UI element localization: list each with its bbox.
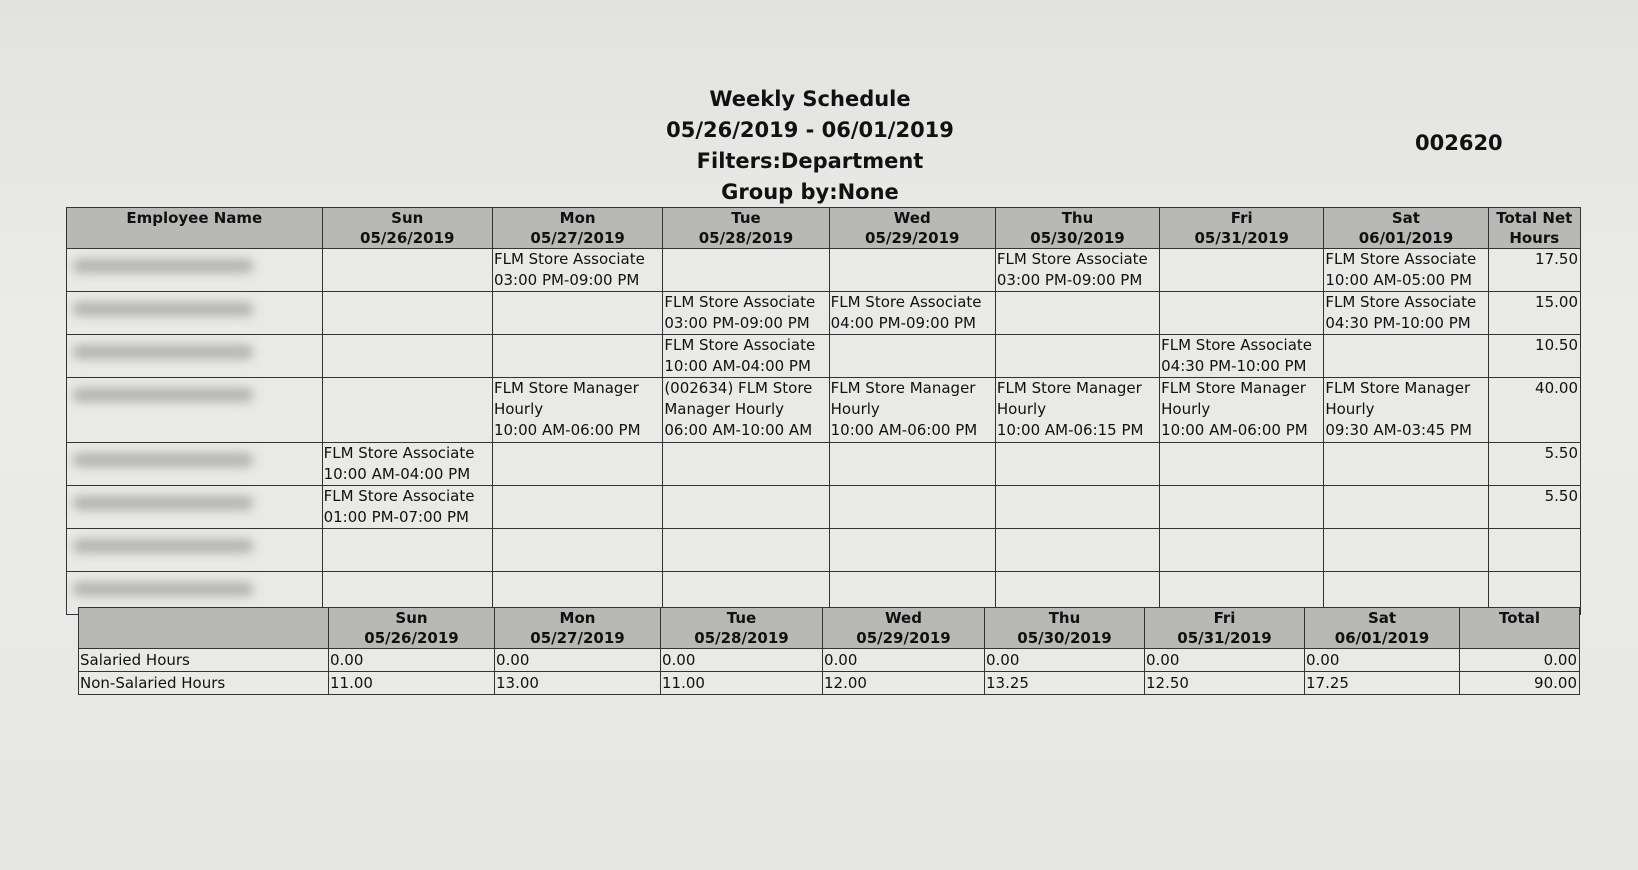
shift-cell — [1324, 292, 1488, 335]
shift-cell — [492, 335, 662, 378]
shift-cell — [663, 486, 829, 529]
summary-total-cell: 0.00 — [1460, 649, 1580, 672]
shift-cell — [995, 486, 1159, 529]
shift-cell — [1324, 335, 1488, 378]
total-hours-cell — [1488, 335, 1580, 378]
shift-cell — [663, 378, 829, 443]
redacted-name — [73, 582, 253, 596]
shift-cell — [492, 249, 662, 292]
total-hours-cell — [1488, 378, 1580, 443]
shift-cell — [322, 378, 492, 443]
schedule-column-header — [1160, 208, 1324, 249]
shift-cell — [492, 529, 662, 572]
shift-cell — [829, 249, 995, 292]
group-by-label: Group by:None — [721, 180, 899, 204]
column-day: Employee Name — [126, 209, 263, 227]
summary-value-cell: 17.25 — [1305, 672, 1460, 695]
shift-cell — [1324, 486, 1488, 529]
report-header — [0, 84, 1620, 208]
filters-label: Filters:Department — [696, 149, 924, 173]
summary-value-cell: 0.00 — [823, 649, 985, 672]
shift-line: 04:30 PM-10:00 PM — [1325, 314, 1471, 332]
shift-cell — [1160, 443, 1324, 486]
shift-cell — [322, 443, 492, 486]
column-day: Sun — [391, 209, 424, 227]
schedule-column-header — [1324, 208, 1488, 249]
employee-name-cell — [67, 443, 323, 486]
shift-cell — [1160, 378, 1324, 443]
shift-line: 03:00 PM-09:00 PM — [493, 271, 640, 289]
employee-name-cell — [67, 335, 323, 378]
column-day: Mon — [559, 209, 596, 227]
schedule-table — [66, 207, 1581, 615]
shift-cell — [829, 486, 995, 529]
shift-cell — [1160, 249, 1324, 292]
shift-line: 10:00 AM-04:00 PM — [323, 465, 471, 483]
summary-value-cell: 0.00 — [1305, 649, 1460, 672]
shift-cell — [1324, 249, 1488, 292]
shift-cell — [1324, 529, 1488, 572]
summary-value-cell: 0.00 — [1145, 649, 1305, 672]
shift-cell — [492, 486, 662, 529]
shift-cell — [1160, 529, 1324, 572]
table-row — [67, 486, 1581, 529]
shift-line: 10:00 AM-06:00 PM — [1161, 421, 1308, 439]
document-number: 002620 — [1415, 131, 1503, 155]
shift-cell — [829, 443, 995, 486]
shift-cell — [1160, 292, 1324, 335]
shift-line: Hourly — [1161, 400, 1211, 418]
employee-name-cell — [67, 378, 323, 443]
column-date: 05/30/2019 — [1030, 229, 1125, 247]
shift-cell — [995, 335, 1159, 378]
shift-cell — [322, 292, 492, 335]
summary-row — [79, 649, 1580, 672]
summary-column-header — [661, 608, 823, 649]
column-date: 05/31/2019 — [1177, 629, 1272, 647]
table-row — [67, 378, 1581, 443]
shift-line: Manager Hourly — [664, 400, 785, 418]
redacted-name — [73, 345, 253, 359]
column-date: Hours — [1509, 229, 1560, 247]
shift-cell — [322, 486, 492, 529]
total-hours: 5.50 — [1544, 487, 1578, 505]
total-hours-cell — [1488, 292, 1580, 335]
total-hours: 40.00 — [1535, 379, 1578, 397]
column-date: 06/01/2019 — [1358, 229, 1454, 247]
shift-line: 10:00 AM-04:00 PM — [664, 357, 811, 375]
shift-line: 03:00 PM-09:00 PM — [996, 271, 1143, 289]
summary-table — [78, 607, 1580, 695]
summary-column-header — [329, 608, 495, 649]
shift-cell — [995, 443, 1159, 486]
column-day: Fri — [1213, 609, 1236, 627]
total-hours: 10.50 — [1535, 336, 1578, 354]
column-date: 05/29/2019 — [856, 629, 951, 647]
column-day: Total Net — [1496, 209, 1573, 227]
column-day: Sat — [1367, 609, 1397, 627]
schedule-column-header — [663, 208, 829, 249]
redacted-name — [73, 453, 253, 467]
shift-cell — [1324, 378, 1488, 443]
schedule-column-header — [67, 208, 323, 249]
shift-line: 01:00 PM-07:00 PM — [323, 508, 469, 526]
column-date: 05/27/2019 — [530, 629, 625, 647]
shift-line: FLM Store Manager — [996, 379, 1142, 397]
date-range: 05/26/2019 - 06/01/2019 — [666, 118, 954, 142]
column-date: 05/29/2019 — [865, 229, 960, 247]
table-row — [67, 292, 1581, 335]
shift-line: FLM Store Associate — [996, 250, 1148, 268]
summary-value-cell: 13.25 — [985, 672, 1145, 695]
shift-cell — [995, 292, 1159, 335]
shift-line: FLM Store Manager — [493, 379, 639, 397]
summary-row-label: Salaried Hours — [79, 649, 329, 672]
summary-column-header — [985, 608, 1145, 649]
shift-cell — [663, 292, 829, 335]
total-hours-cell — [1488, 486, 1580, 529]
shift-line: FLM Store Associate — [1325, 293, 1477, 311]
shift-line: FLM Store Associate — [664, 293, 816, 311]
summary-value-cell: 0.00 — [495, 649, 661, 672]
table-row — [67, 529, 1581, 572]
shift-line: 09:30 AM-03:45 PM — [1325, 421, 1472, 439]
shift-line: FLM Store Associate — [323, 444, 475, 462]
total-hours: 5.50 — [1544, 444, 1578, 462]
summary-value-cell: 12.50 — [1145, 672, 1305, 695]
shift-line: FLM Store Manager — [1161, 379, 1306, 397]
report-title: Weekly Schedule — [709, 87, 911, 111]
shift-cell — [663, 249, 829, 292]
column-date: 05/26/2019 — [360, 229, 455, 247]
shift-line: 04:30 PM-10:00 PM — [1161, 357, 1307, 375]
summary-value-cell: 11.00 — [661, 672, 823, 695]
column-date: 06/01/2019 — [1334, 629, 1430, 647]
shift-line: Hourly — [493, 400, 544, 418]
column-date: 05/28/2019 — [694, 629, 789, 647]
redacted-name — [73, 539, 253, 553]
column-date: 05/27/2019 — [530, 229, 625, 247]
summary-column-header — [495, 608, 661, 649]
shift-line: FLM Store Associate — [493, 250, 645, 268]
shift-cell — [995, 249, 1159, 292]
shift-cell — [322, 529, 492, 572]
redacted-name — [73, 496, 253, 510]
schedule-column-header — [322, 208, 492, 249]
shift-cell — [492, 378, 662, 443]
shift-line: Hourly — [1325, 400, 1375, 418]
schedule-column-header — [1488, 208, 1580, 249]
summary-value-cell: 11.00 — [329, 672, 495, 695]
shift-line: (002634) FLM Store — [664, 379, 813, 397]
table-row — [67, 335, 1581, 378]
shift-cell — [829, 378, 995, 443]
shift-cell — [1160, 335, 1324, 378]
total-hours: 15.00 — [1535, 293, 1578, 311]
total-hours: 17.50 — [1535, 250, 1578, 268]
column-date: 05/26/2019 — [364, 629, 459, 647]
column-day: Tue — [726, 609, 757, 627]
total-hours-cell — [1488, 249, 1580, 292]
redacted-name — [73, 302, 253, 316]
shift-line: 10:00 AM-06:00 PM — [493, 421, 641, 439]
column-day: Thu — [1061, 209, 1094, 227]
summary-column-header — [1305, 608, 1460, 649]
column-day: Sun — [395, 609, 428, 627]
redacted-name — [73, 388, 253, 402]
total-hours-cell — [1488, 529, 1580, 572]
summary-column-header — [823, 608, 985, 649]
column-day: Fri — [1230, 209, 1253, 227]
shift-cell — [322, 335, 492, 378]
shift-line: Hourly — [996, 400, 1047, 418]
employee-name-cell — [67, 292, 323, 335]
summary-value-cell: 0.00 — [661, 649, 823, 672]
shift-cell — [663, 443, 829, 486]
column-day: Mon — [559, 609, 596, 627]
shift-cell — [829, 529, 995, 572]
shift-cell — [492, 443, 662, 486]
shift-cell — [829, 292, 995, 335]
column-date: 05/31/2019 — [1194, 229, 1289, 247]
summary-value-cell: 0.00 — [985, 649, 1145, 672]
shift-cell — [663, 529, 829, 572]
shift-line: 03:00 PM-09:00 PM — [664, 314, 810, 332]
schedule-column-header — [829, 208, 995, 249]
summary-column-header — [79, 608, 329, 649]
shift-line: FLM Store Manager — [830, 379, 976, 397]
summary-value-cell: 12.00 — [823, 672, 985, 695]
redacted-name — [73, 259, 253, 273]
column-day: Total — [1499, 609, 1540, 627]
shift-line: FLM Store Associate — [830, 293, 982, 311]
shift-line: 10:00 AM-05:00 PM — [1325, 271, 1472, 289]
shift-line: 06:00 AM-10:00 AM — [664, 421, 813, 439]
shift-cell — [663, 335, 829, 378]
shift-line: FLM Store Associate — [1325, 250, 1477, 268]
summary-column-header — [1460, 608, 1580, 649]
column-date: 05/30/2019 — [1017, 629, 1112, 647]
column-day: Tue — [731, 209, 761, 227]
summary-row-label: Non-Salaried Hours — [79, 672, 329, 695]
column-day: Wed — [885, 609, 922, 627]
summary-row — [79, 672, 1580, 695]
table-row — [67, 249, 1581, 292]
summary-value-cell: 0.00 — [329, 649, 495, 672]
shift-cell — [322, 249, 492, 292]
column-day: Sat — [1391, 209, 1420, 227]
shift-line: 04:00 PM-09:00 PM — [830, 314, 976, 332]
shift-line: FLM Store Manager — [1325, 379, 1471, 397]
employee-name-cell — [67, 529, 323, 572]
summary-total-cell: 90.00 — [1460, 672, 1580, 695]
column-day: Wed — [893, 209, 931, 227]
shift-cell — [1160, 486, 1324, 529]
shift-line: Hourly — [830, 400, 880, 418]
shift-line: FLM Store Associate — [1161, 336, 1313, 354]
schedule-column-header — [492, 208, 662, 249]
employee-name-cell — [67, 249, 323, 292]
schedule-column-header — [995, 208, 1159, 249]
column-day: Thu — [1048, 609, 1081, 627]
shift-line: FLM Store Associate — [664, 336, 816, 354]
employee-name-cell — [67, 486, 323, 529]
shift-cell — [1324, 443, 1488, 486]
column-date: 05/28/2019 — [698, 229, 794, 247]
shift-line: 10:00 AM-06:00 PM — [830, 421, 978, 439]
summary-value-cell: 13.00 — [495, 672, 661, 695]
table-row — [67, 443, 1581, 486]
total-hours-cell — [1488, 443, 1580, 486]
shift-cell — [829, 335, 995, 378]
shift-cell — [995, 529, 1159, 572]
shift-cell — [995, 378, 1159, 443]
shift-line: FLM Store Associate — [323, 487, 475, 505]
summary-column-header — [1145, 608, 1305, 649]
shift-line: 10:00 AM-06:15 PM — [996, 421, 1144, 439]
shift-cell — [492, 292, 662, 335]
